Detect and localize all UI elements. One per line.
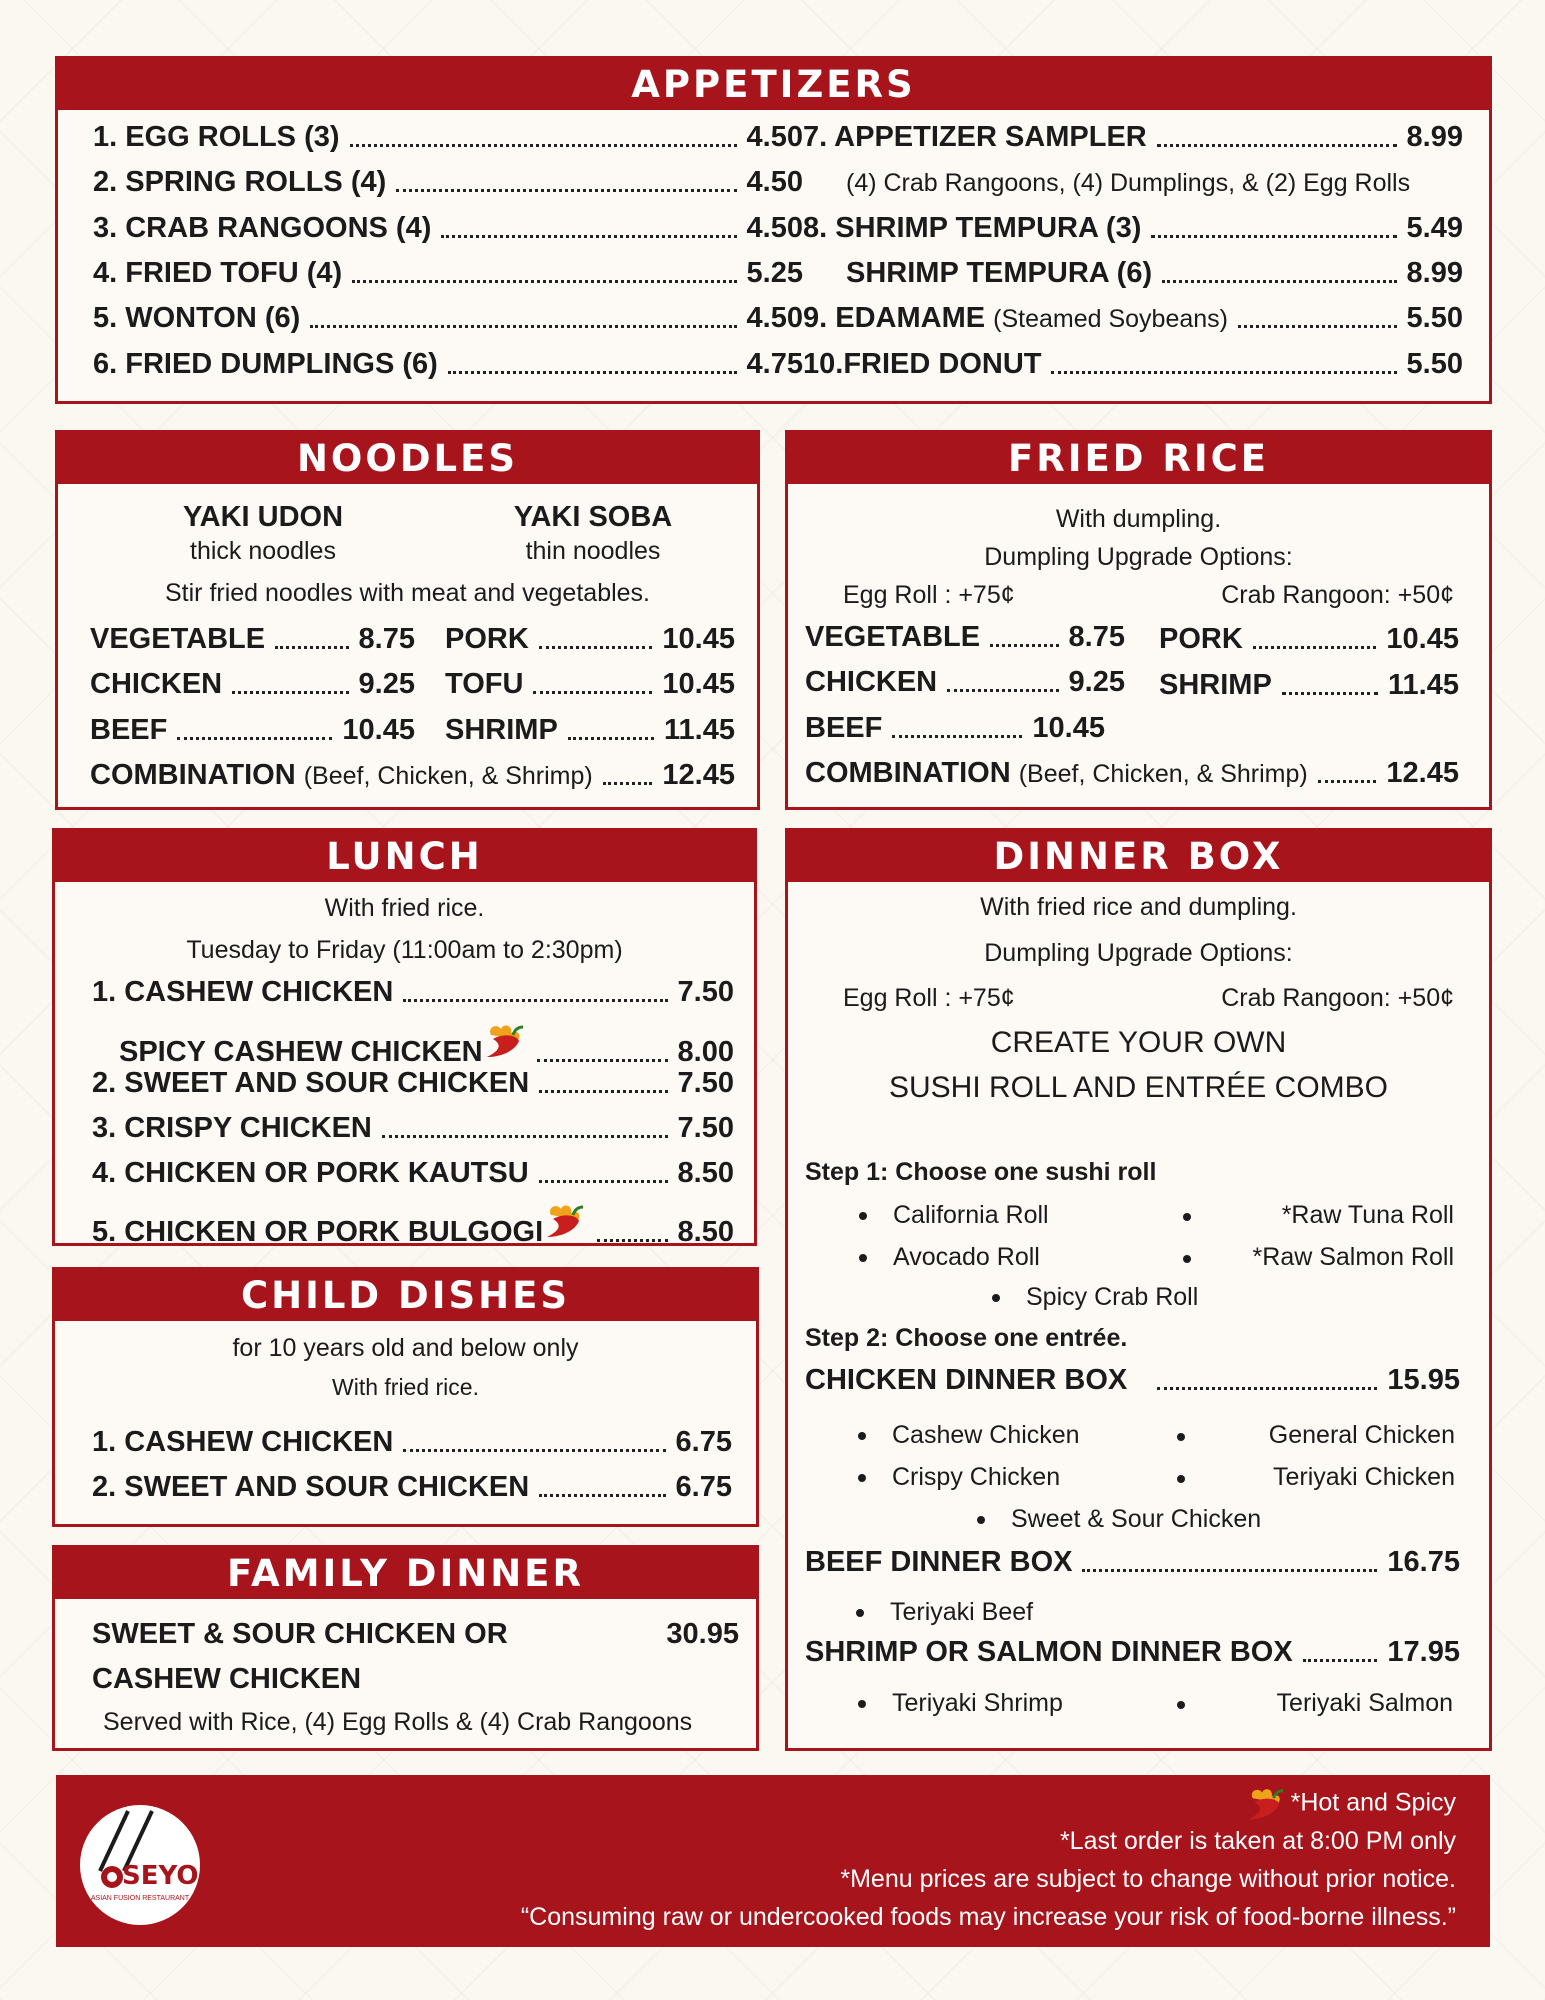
noodles-desc: Stir fried noodles with meat and vegetables.	[165, 579, 650, 607]
entree-option: Teriyaki Chicken	[1272, 1463, 1455, 1491]
child-with: With fried rice.	[332, 1374, 479, 1400]
menu-item: 10.FRIED DONUT 5.50	[803, 348, 1463, 380]
appetizers-title: APPETIZERS	[58, 59, 1489, 110]
child-dishes-section	[52, 1267, 759, 1527]
footer-banner	[56, 1775, 1490, 1947]
yaki-udon-desc: thick noodles	[190, 537, 336, 565]
family-dinner-price: 30.95	[666, 1618, 739, 1650]
appetizers-section	[55, 56, 1492, 404]
menu-item: CHICKEN 9.25	[90, 668, 415, 700]
menu-item: SHRIMP OR SALMON DINNER BOX 17.95	[805, 1636, 1460, 1668]
dumpling-upgrade-label: Dumpling Upgrade Options:	[984, 939, 1293, 967]
menu-item: 9. EDAMAME (Steamed Soybeans) 5.50	[803, 302, 1463, 334]
logo-wordmark: SEYO	[122, 1861, 199, 1891]
dinner-box-section	[785, 828, 1492, 1751]
sampler-note: (4) Crab Rangoons, (4) Dumplings, & (2) Egg Rolls	[846, 169, 1411, 197]
hot-spicy-pepper-icon	[543, 1201, 587, 1241]
logo-subtitle: ASIAN FUSION RESTAURANT	[90, 1895, 190, 1902]
roll-option: Avocado Roll	[893, 1243, 1040, 1271]
menu-item: COMBINATION (Beef, Chicken, & Shrimp) 12.45	[90, 759, 735, 791]
lunch-hours: Tuesday to Friday (11:00am to 2:30pm)	[186, 936, 623, 964]
menu-item: PORK 10.45	[1159, 623, 1459, 655]
roll-option: *Raw Salmon Roll	[1252, 1243, 1454, 1271]
fried-rice-title: FRIED RICE	[788, 433, 1489, 484]
last-order-note: *Last order is taken at 8:00 PM only	[1059, 1827, 1456, 1855]
fried-rice-with: With dumpling.	[1055, 505, 1222, 533]
yaki-soba-desc: thin noodles	[525, 537, 661, 565]
menu-item: 5. CHICKEN OR PORK BULGOGI 8.50	[92, 1201, 734, 1249]
lunch-section	[52, 828, 757, 1246]
roll-option: Spicy Crab Roll	[1026, 1283, 1199, 1311]
entree-option: Sweet & Sour Chicken	[1011, 1505, 1262, 1533]
menu-item: CHICKEN 9.25	[805, 666, 1125, 698]
entree-option: Cashew Chicken	[892, 1421, 1080, 1449]
crab-rangoon-upgrade: Crab Rangoon: +50¢	[1221, 581, 1454, 609]
crab-rangoon-upgrade: Crab Rangoon: +50¢	[1221, 984, 1454, 1012]
menu-item: 3. CRAB RANGOONS (4) 4.50	[93, 212, 803, 244]
step-2-label: Step 2: Choose one entrée.	[805, 1324, 1128, 1352]
menu-item: SHRIMP TEMPURA (6) 8.99	[846, 257, 1463, 289]
fried-rice-section	[785, 430, 1492, 810]
restaurant-logo	[80, 1805, 200, 1925]
lunch-title: LUNCH	[55, 831, 754, 882]
lunch-with: With fried rice.	[324, 894, 485, 922]
menu-item: BEEF 10.45	[90, 714, 415, 746]
entree-option: Teriyaki Salmon	[1276, 1689, 1453, 1717]
menu-item: 1. CASHEW CHICKEN 7.50	[92, 976, 734, 1008]
egg-roll-upgrade: Egg Roll : +75¢	[843, 581, 1015, 609]
menu-item: BEEF DINNER BOX 16.75	[805, 1546, 1460, 1578]
menu-item: 2. SPRING ROLLS (4) 4.50	[93, 166, 803, 198]
menu-item: VEGETABLE 8.75	[90, 623, 415, 655]
menu-item: 4. CHICKEN OR PORK KAUTSU 8.50	[92, 1157, 734, 1189]
raw-food-warning: “Consuming raw or undercooked foods may increase your risk of food-borne illness.”	[520, 1903, 1456, 1931]
menu-item: 4. FRIED TOFU (4) 5.25	[93, 257, 803, 289]
egg-roll-upgrade: Egg Roll : +75¢	[843, 984, 1015, 1012]
yaki-udon-label: YAKI UDON	[182, 501, 344, 533]
family-dinner-name-2: CASHEW CHICKEN	[92, 1663, 362, 1695]
menu-item: 1. EGG ROLLS (3) 4.50	[93, 121, 803, 153]
noodles-section	[55, 430, 760, 810]
menu-item: 6. FRIED DUMPLINGS (6) 4.75	[93, 348, 803, 380]
family-dinner-section	[52, 1545, 759, 1751]
dinner-box-with: With fried rice and dumpling.	[980, 893, 1297, 921]
hot-spicy-pepper-icon	[1241, 1785, 1291, 1823]
menu-item: VEGETABLE 8.75	[805, 621, 1125, 653]
menu-item: 1. CASHEW CHICKEN 6.75	[92, 1426, 732, 1458]
step-1-label: Step 1: Choose one sushi roll	[805, 1158, 1157, 1186]
menu-item: SHRIMP 11.45	[445, 714, 735, 746]
menu-item: SHRIMP 11.45	[1159, 669, 1459, 701]
menu-item: 5. WONTON (6) 4.50	[93, 302, 803, 334]
family-dinner-served: Served with Rice, (4) Egg Rolls & (4) Crab Rangoons	[103, 1708, 693, 1736]
entree-option: Teriyaki Beef	[890, 1598, 1034, 1626]
menu-item: 7. APPETIZER SAMPLER 8.99	[803, 121, 1463, 153]
roll-option: California Roll	[893, 1201, 1049, 1229]
menu-item: SPICY CASHEW CHICKEN 8.00	[119, 1021, 734, 1069]
create-your-own-heading-2: SUSHI ROLL AND ENTRÉE COMBO	[889, 1071, 1388, 1104]
family-dinner-title: FAMILY DINNER	[55, 1548, 756, 1599]
menu-item: CHICKEN DINNER BOX 15.95	[805, 1364, 1460, 1396]
price-change-note: *Menu prices are subject to change without prior notice.	[840, 1865, 1456, 1893]
entree-option: Crispy Chicken	[892, 1463, 1061, 1491]
hot-spicy-pepper-icon	[483, 1021, 527, 1061]
yaki-soba-label: YAKI SOBA	[513, 501, 673, 533]
menu-item: TOFU 10.45	[445, 668, 735, 700]
create-your-own-heading: CREATE YOUR OWN	[990, 1026, 1287, 1059]
entree-option: Teriyaki Shrimp	[892, 1689, 1063, 1717]
menu-item: 2. SWEET AND SOUR CHICKEN 6.75	[92, 1471, 732, 1503]
roll-option: *Raw Tuna Roll	[1281, 1201, 1454, 1229]
menu-item: 2. SWEET AND SOUR CHICKEN 7.50	[92, 1067, 734, 1099]
menu-item: COMBINATION (Beef, Chicken, & Shrimp) 12.45	[805, 757, 1459, 789]
family-dinner-name: SWEET & SOUR CHICKEN OR	[92, 1618, 508, 1650]
dinner-box-title: DINNER BOX	[788, 831, 1489, 882]
entree-option: General Chicken	[1268, 1421, 1455, 1449]
menu-item: BEEF 10.45	[805, 712, 1105, 744]
child-age-note: for 10 years old and below only	[232, 1334, 579, 1362]
child-dishes-title: CHILD DISHES	[55, 1270, 756, 1321]
menu-item: PORK 10.45	[445, 623, 735, 655]
menu-item: 3. CRISPY CHICKEN 7.50	[92, 1112, 734, 1144]
noodles-title: NOODLES	[58, 433, 757, 484]
hot-spicy-legend: *Hot and Spicy	[1241, 1785, 1456, 1823]
dumpling-upgrade-label: Dumpling Upgrade Options:	[984, 543, 1293, 571]
menu-item: 8. SHRIMP TEMPURA (3) 5.49	[803, 212, 1463, 244]
